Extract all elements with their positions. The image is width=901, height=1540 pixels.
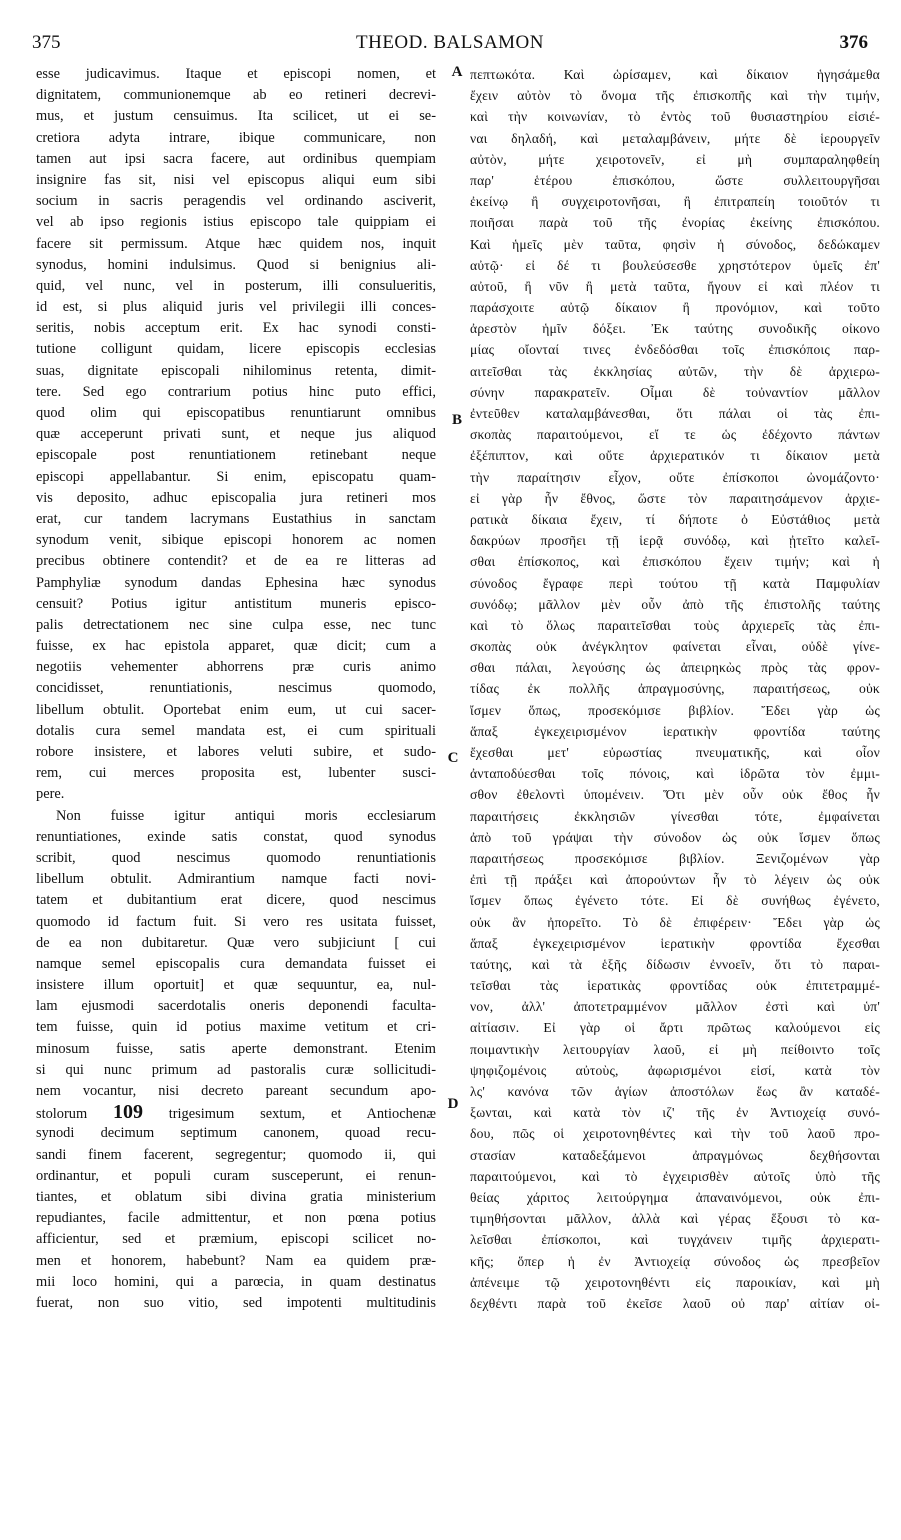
latin-text-line: afficientur, sed et præmium, episcopi scilicet no- [36,1231,436,1248]
latin-text-line: episcopale post renuntiationem retinebant neque [36,447,436,464]
greek-text-line: τεῖσθαι τὰς ἱερατικὰς φροντίδας οὐκ ἐπιτετραμμέ- [470,978,880,994]
section-marker-a: A [451,64,463,80]
latin-text-line: vel ab ipso regionis istius episcopo tale quippiam ei [36,214,436,231]
latin-text-line: Non fuisse igitur antiqui moris ecclesiarum [56,807,436,824]
greek-text-line: αἰτίασιν. Εἰ γὰρ οἱ ἄρτι πρῶτως καλούμενοι εἰς [470,1020,880,1036]
greek-text-line: νον, ἀλλ' ἀποτετραμμένον μᾶλλον ἐστὶ καὶ ὑπ' [470,999,880,1015]
latin-text-line: libellum obtulit. Admirantium namque facti novi- [36,871,436,888]
latin-column [36,64,436,1314]
latin-text-line: precibus obtinere contendit? et de ea re litteras ad [36,553,436,570]
latin-text-line: nem vocantur, nisi decreto pareant secundum apo- [36,1083,436,1099]
greek-text-line: παραιτήσεις ἐκκλησιῶν γίνεσθαι τότε, ἐμφαίνεται [470,808,880,824]
greek-text-line: ἅπαξ ἐγκεχειρισμένον ἱερατικὴν φροντίδα ταύτης [470,723,880,739]
latin-text-line: quomodo id factum fuit. Si vero res usitata fuisset, [36,913,436,930]
greek-text-line: καὶ τὴν κοινωνίαν, τὸ ἐντὸς τοῦ θυσιαστηρίου εἰσιέ- [470,109,880,125]
latin-text-line: socium in sacris peragendis vel ordinando asciverit, [36,193,436,210]
greek-text-line: δου, πῶς οἱ χειροτονηθέντες καὶ τὴν τοῦ λαοῦ προ- [470,1126,880,1142]
latin-text-line: palis detrectationem nec sine culpa esse, nec tunc [36,616,436,633]
latin-text-line: erat, cur tandem lacrymans Eustathius in sanctam [36,510,436,527]
greek-text-line: ἀρεστὸν ἡμῖν δόξει. Ἐκ ταύτης συνοδικῆς οἰκονο [470,321,880,337]
latin-text-line [36,1102,436,1123]
greek-text-line: κῆς; ὅπερ ἡ ἐν Ἀντιοχείᾳ σύνοδος ὡς πρεσβεῖον [470,1253,880,1269]
greek-text-line: παράσχοιτε αὐτῷ δίκαιον ἢ προνόμιον, καὶ τοῦτο [470,300,880,316]
greek-text-line: αὐτὸν, μήτε χειροτονεῖν, εἰ μὴ συμπαραληφθείη [470,151,880,167]
latin-text-line: synodi decimum septimum canonem, quoad recu- [36,1125,436,1142]
greek-text-line: δακρύων προσῆει τῇ ἱερᾷ συνόδῳ, καὶ ᾐτεῖτο καλεῖ- [470,533,880,549]
greek-text-line: μίας οἴονταί τινες ἐνδεδόσθαι τοῖς ἐπισκόποις παρ- [470,342,880,358]
latin-text-line: Pamphyliæ synodum dandas Ephesina hæc synodus [36,574,436,591]
latin-text-line: de ea non dubitaretur. Quæ vero subjiciunt [ cui [36,934,436,951]
greek-text-line: ἅπαξ ἐγκεχειρισμένον ἱερατικὴν φροντίδα ἔχεσθαι [470,935,880,951]
greek-text-line: ἔχειν αὐτὸν τὸ ὄνομα τῆς ἐπισκοπῆς καὶ τὴν τιμήν, [470,88,880,104]
latin-text-line: tamen aut ipsi sacra facere, aut ordinibus quempiam [36,150,436,167]
greek-text-line: ξωνται, καὶ κατὰ τὸν ιζ' τῆς ἐν Ἀντιοχείᾳ συνό- [470,1105,880,1121]
latin-text-line: renuntiationes, exinde satis constat, quod synodus [36,828,436,845]
greek-text-line: ἐξέπιπτον, καὶ οὔτε ἀρχιερατικόν τι δίκαιον μετὰ [470,448,880,464]
greek-text-line: λς' κανόνα τῶν ἁγίων ἀποστόλων ἕως ἂν καταδέ- [470,1084,880,1099]
page-number-right: 376 [839,32,868,53]
greek-text-line: Καὶ ἡμεῖς μὲν ταῦτα, φησὶν ἡ σύνοδος, δεδώκαμεν [470,236,880,252]
greek-text-line: ποιμαντικὴν λειτουργίαν λαοῦ, εἰ μὴ πείθοιντο τοῖς [470,1041,880,1057]
greek-text-line: συνόδῳ; μᾶλλον μὲν οὖν ἀπὸ τῆς ἐπιστολῆς ταύτης [470,596,880,612]
latin-text-line: tatem et dubitantium erat dicere, quod nescimus [36,892,436,909]
latin-text-line: episcopi appellabantur. Si enim, episcopatu quam- [36,468,436,485]
greek-text-line: σύνοδος ἔγραφε περὶ τούτου τῇ κατὰ Παμφυλίαν [470,575,880,591]
latin-text-line: cretiora adyta intrare, ibique communicare, non [36,129,436,146]
latin-text-line: quod olim qui episcopatibus renuntiarunt omnibus [36,405,436,421]
latin-text-line: mus, et justum censuimus. Ita scilicet, ut ei se- [36,108,436,125]
latin-text-line: sandi finem facerent, segregentur; quomodo ii, qui [36,1146,436,1163]
greek-text-line: εἰ γὰρ ἦν ἔθνος, ὥστε τὸν παραιτησάμενον ἀρχιε- [470,490,880,506]
greek-text-line: ἴσμεν ὅπως, προσεκόμισε βιβλίον. Ἔδει γὰρ ὡς [470,702,880,718]
greek-text-line: οὐκ ἂν ἠπορεῖτο. Τὸ δὲ ἐπιφέρειν· Ἔδει γὰρ ὡς [470,914,880,930]
greek-text-line: ἀπὸ τοῦ γράψαι τὴν σύνοδον ὡς οὐκ ἴσμεν ὅπως [470,829,880,845]
latin-text-line: libellum obtulit. Oportebat enim eum, ut cui sacer- [36,701,436,718]
latin-text-line: concidisset, renuntiationis, nescimus quomodo, [36,680,436,697]
greek-text-line: παραιτήσεως προσεκόμισε βιβλίον. Ξενιζομένων γὰρ [470,850,880,866]
greek-text-line: ρατικὰ δίκαια ἔχειν, τί δήποτε ὁ Εὐστάθιος μετὰ [470,511,880,527]
latin-text-line: tere. Sed ego contrarium potius hinc puto effici, [36,383,436,400]
greek-text-line: ἐπὶ τῇ πράξει καὶ ἀπορούντων ἦν τὸ λέγειν ὡς οὐκ [470,872,880,888]
greek-text-line: τίδας ἐκ πολλῆς ἀπραγμοσύνης, παραιτήσεως, οὐκ [470,681,880,697]
latin-text-line: namque semel episcopalis cura demandata fuisset ei [36,955,436,972]
latin-text-line: rem, cui merces proposita est, lubenter susci- [36,765,436,782]
greek-text-line: αιτεῖσθαι τὰς ἐκκλησίας αὐτῶν, τὴν δὲ ἀρχιερω- [470,363,880,379]
page-header [32,32,868,62]
greek-text-line: ἔχεσθαι μετ' εὐρωστίας πνευματικῆς, καὶ οἷον [470,745,880,760]
latin-text-line: quæ acceperunt privati sunt, et neque jus aliquod [36,426,436,443]
greek-text-line: παρ' ἑτέρου ἐπισκόπου, ὥστε συλλειτουργῆσαι [470,172,880,188]
latin-text-line: tem fuisse, quin id potius maxime vetitum et cri- [36,1019,436,1036]
latin-text-line: insistere illum oportuit] et quæ sequuntur, ea, nul- [36,977,436,994]
latin-text-line: robore insistere, et labores veluti subire, et sudo- [36,744,436,760]
greek-text-line: θείας χάριτος λειτούργημα ἀπαναινόμενοι, οὐκ ἐπι- [470,1189,880,1205]
inline-page-number: 109 [112,1102,143,1124]
greek-text-line: σθαι πάλαι, λεγούσης ὡς ἀπειρηκὼς πρὸς τὰς φρον- [470,660,880,676]
greek-text-line: ψηφιζομένοις αὐτοὺς, ἀφωρισμένοι εἰσί, κατὰ τὸν [470,1062,880,1078]
greek-text-line: καὶ τὸ ὅλως παραιτεῖσθαι τοὺς ἀρχιερεῖς τὰς ἐπι- [470,617,880,633]
latin-line-text: trigesimum sextum, et Antiochenæ [168,1106,436,1123]
greek-column [470,64,880,1314]
latin-text-line: vis deposito, adhuc episcopalia jura retineri mos [36,489,436,506]
greek-text-line: ἴσμεν ὅπως ἐγένετο τότε. Εἰ δὲ συνήθως ἐγένετο, [470,893,880,909]
section-marker-d: D [447,1096,459,1112]
greek-text-line: ἀνταποδύεσθαι τοῖς πόνοις, καὶ ἱδρῶτα τὸν ἐμμι- [470,766,880,782]
latin-text-line: pere. [36,786,65,803]
page-number-left: 375 [32,32,61,53]
latin-text-line: dignitatem, communionemque ab eo retineri decrevi- [36,87,436,104]
latin-text-line: repudiantes, facile admittentur, et non pœna potius [36,1210,436,1227]
greek-text-line: σθαι ἐπίσκοπος, καὶ ἐπισκόπου ἔχειν τιμήν; καὶ ἡ [470,554,880,570]
greek-text-line: δεχθέντι παρὰ τοῦ ἐκεῖσε λαοῦ οὐ παρ' αἰτίαν οἰ- [470,1295,880,1311]
greek-text-line: ποιῆσαι παρὰ τοῦ τῆς ἐνορίας ἐκείνης ἐπισκόπου. [470,215,880,231]
greek-text-line: πεπτωκότα. Καὶ ὡρίσαμεν, καὶ δίκαιον ἡγησάμεθα [470,67,880,82]
latin-text-line: insignire fas sit, nisi vel episcopus aliqui eum sibi [36,171,436,188]
latin-text-line: si qui nunc primum ad pastoralis curæ sollicitudi- [36,1061,436,1078]
greek-text-line: σκοπὰς οὐκ ἀνέγκλητον φαίνεται εἶναι, οὐδὲ γίνε- [470,639,880,655]
greek-text-line: τιμηθήσονται μᾶλλον, ἀλλὰ καὶ γέρας ἕξουσι τὸ κα- [470,1211,880,1227]
latin-text-line: seritis, nobis acceptum erit. Ex hac synodi consti- [36,320,436,337]
latin-text-line: fuisse, ex hac epistola apparet, quæ dicit; cum a [36,638,436,655]
running-title: THEOD. BALSAMON [356,32,544,53]
latin-text-line: facere sit permissum. Atque hæc quidem nos, inquit [36,235,436,252]
latin-text-line: synodus, homini indulsimus. Quod si benignius ali- [36,256,436,273]
latin-text-line: ordinantur, et populi curam susceperunt, ei renun- [36,1167,436,1184]
latin-text-line: negotiis vehementer abhorrens præ curis animo [36,659,436,676]
latin-text-line: fuerat, non suo vitio, sed impotenti multitudinis [36,1294,436,1311]
latin-text-line: id est, si plus aliquid juris vel privilegii illi conces- [36,299,436,316]
greek-text-line: σύνην παρακρατεῖν. Οἶμαι δὲ τοὐναντίον μᾶλλον [470,384,880,400]
latin-text-line: lam ejusmodi sacerdotalis oneris deponendi faculta- [36,998,436,1015]
greek-text-line: αὐτῷ· εἰ δέ τι βουλεύσεσθε χρηστότερον ὑμεῖς ἐπ' [470,257,880,273]
greek-text-line: ταύτης, καὶ τὰ ἑξῆς δίδωσιν ἐννοεῖν, ὅτι τὸ παραι- [470,956,880,972]
latin-text-line: scribit, quod nescimus quomodo renuntiationis [36,849,436,866]
section-marker-c: C [447,750,459,766]
latin-text-line: dotalis cura semel mandata est, ei cum spirituali [36,722,436,739]
latin-line-text: stolorum [36,1106,88,1123]
greek-text-line: στασίαν καταδεξάμενοι ἀπραγμόνως δεχθήσονται [470,1147,880,1163]
greek-text-line: ἐντεῦθεν καταλαμβάνεσθαι, ὅτι πάλαι οἱ τὰς ἐπι- [470,406,880,421]
greek-text-line: παραιτούμενοι, καὶ τὸ ἐγχειρισθὲν αὐτοῖς ὑπὸ τῆς [470,1168,880,1184]
latin-text-line: suas, dignitate episcopali nihilominus retenta, dimit- [36,362,436,379]
greek-text-line: αὐτοῦ, ἢ νῦν ἢ μετὰ ταῦτα, ἤγουν εἰ καὶ πλέον τι [470,278,880,294]
latin-text-line: tiantes, et oblatum sibi divina gratia ministerium [36,1188,436,1205]
latin-text-line: mii loco homini, qui a parœcia, in quam destinatus [36,1273,436,1290]
latin-text-line: esse judicavimus. Itaque et episcopi nomen, et [36,66,436,82]
greek-text-line: ναι δηλαδή, καὶ μεταλαμβάνειν, μήτε δὲ ἱερουργεῖν [470,130,880,146]
latin-text-line: tutione colligunt quidam, licere episcopis ecclesias [36,341,436,358]
latin-text-line: men et honorem, habebunt? Nam ea quidem præ- [36,1252,436,1269]
greek-text-line: τὴν παραίτησιν εἶχον, οὔτε ἐπίσκοποι ὠνομάζοντο· [470,469,880,485]
greek-text-line: ἐκείνῳ ἢ συγχειροτονῆσαι, ἢ ἐπιτραπείη τοιοῦτόν τι [470,194,880,210]
latin-text-line: synodum venit, sibique episcopi honorem ac nomen [36,532,436,549]
greek-text-line: λεῖσθαι ἐπίσκοποι, καὶ τυγχάνειν τιμῆς ἀρχιερατι- [470,1232,880,1248]
section-marker-b: B [451,412,462,428]
greek-text-line: σθον ἐθελοντὶ ὑπομένειν. Ὅτι μὲν οὖν οὐκ ἔθος ἦν [470,787,880,803]
latin-text-line: quid, vel nunc, vel in posterum, illi consulueritis, [36,277,436,294]
latin-text-line: minosum fuisse, satis aperte demonstrant. Etenim [36,1040,436,1057]
latin-text-line: censuit? Potius igitur antistitum muneris episco- [36,595,436,612]
greek-text-line: ἀπένειμε τῷ χειροτονηθέντι εἰς παροικίαν, καὶ μὴ [470,1274,880,1290]
greek-text-line: σκοπὰς παραιτούμενοι, εἴ τε ὡς ἐδέχοντο πάντων [470,427,880,443]
